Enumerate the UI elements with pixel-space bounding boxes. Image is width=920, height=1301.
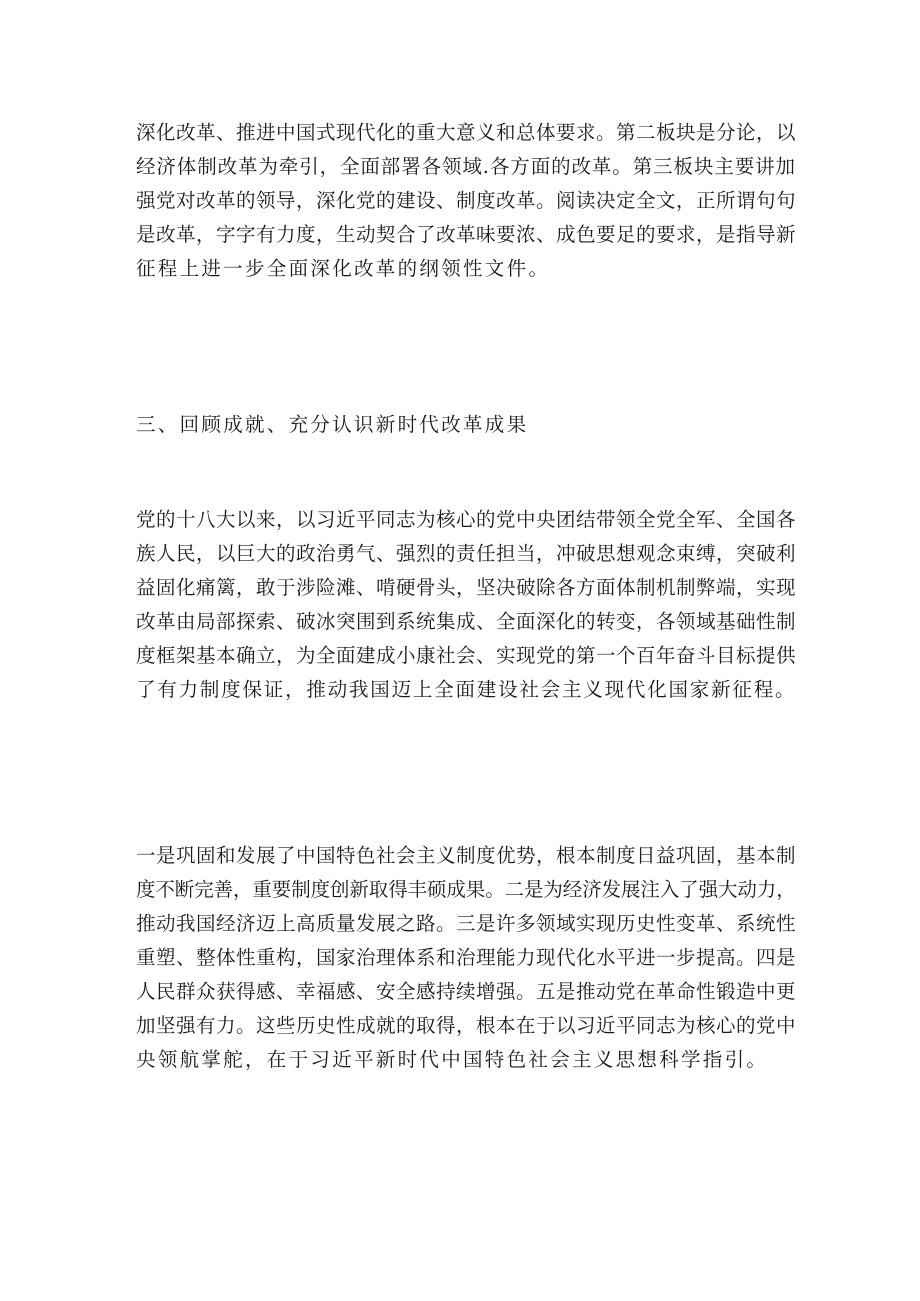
paragraph-line: 改革由局部探索、破冰突围到系统集成、全面深化的转变，各领域基础性制 <box>136 610 797 633</box>
paragraph-line: 族人民，以巨大的政治勇气、强烈的责任担当，冲破思想观念束缚，突破利 <box>136 542 797 565</box>
paragraph-line: 了有力制度保证，推动我国迈上全面建设社会主义现代化国家新征程。 <box>136 678 797 701</box>
paragraph-line: 是改革，字字有力度，生动契合了改革味要浓、成色要足的要求，是指导新 <box>136 223 797 246</box>
paragraph-line: 人民群众获得感、幸福感、安全感持续增强。五是推动党在革命性锻造中更 <box>136 980 797 1003</box>
paragraph-line: 一是巩固和发展了中国特色社会主义制度优势，根本制度日益巩固，基本制 <box>136 844 797 867</box>
paragraph-line: 加坚强有力。这些历史性成就的取得，根本在于以习近平同志为核心的党中 <box>136 1014 797 1037</box>
paragraph-line: 益固化痛篱，敢于涉险滩、啃硬骨头，坚决破除各方面体制机制弊端，实现 <box>136 576 797 599</box>
paragraph-line: 央领航掌舵，在于习近平新时代中国特色社会主义思想科学指引。 <box>136 1048 769 1071</box>
paragraph-line: 推动我国经济迈上高质量发展之路。三是许多领域实现历史性变革、系统性 <box>136 912 797 935</box>
paragraph-line: 度框架基本确立，为全面建成小康社会、实现党的第一个百年奋斗目标提供 <box>136 644 797 667</box>
paragraph-1 <box>136 116 796 286</box>
paragraph-line: 强党对改革的领导，深化党的建设、制度改革。阅读决定全文，正所谓句句 <box>136 189 797 212</box>
paragraph-3 <box>136 839 796 1077</box>
section-heading-text: 三、回顾成就、充分认识新时代改革成果 <box>136 413 529 436</box>
section-heading <box>136 408 796 442</box>
paragraph-line: 度不断完善，重要制度创新取得丰硕成果。二是为经济发展注入了强大动力， <box>136 878 796 901</box>
paragraph-line: 深化改革、推进中国式现代化的重大意义和总体要求。第二板块是分论，以 <box>136 121 797 144</box>
paragraph-line: 重塑、整体性重构，国家治理体系和治理能力现代化水平进一步提高。四是 <box>136 946 797 969</box>
paragraph-line: 党的十八大以来，以习近平同志为核心的党中央团结带领全党全军、全国各 <box>136 508 797 531</box>
paragraph-line: 经济体制改革为牵引，全面部署各领域.各方面的改革。第三板块主要讲加 <box>136 155 796 178</box>
paragraph-2 <box>136 503 796 707</box>
paragraph-line: 征程上进一步全面深化改革的纲领性文件。 <box>136 257 551 280</box>
